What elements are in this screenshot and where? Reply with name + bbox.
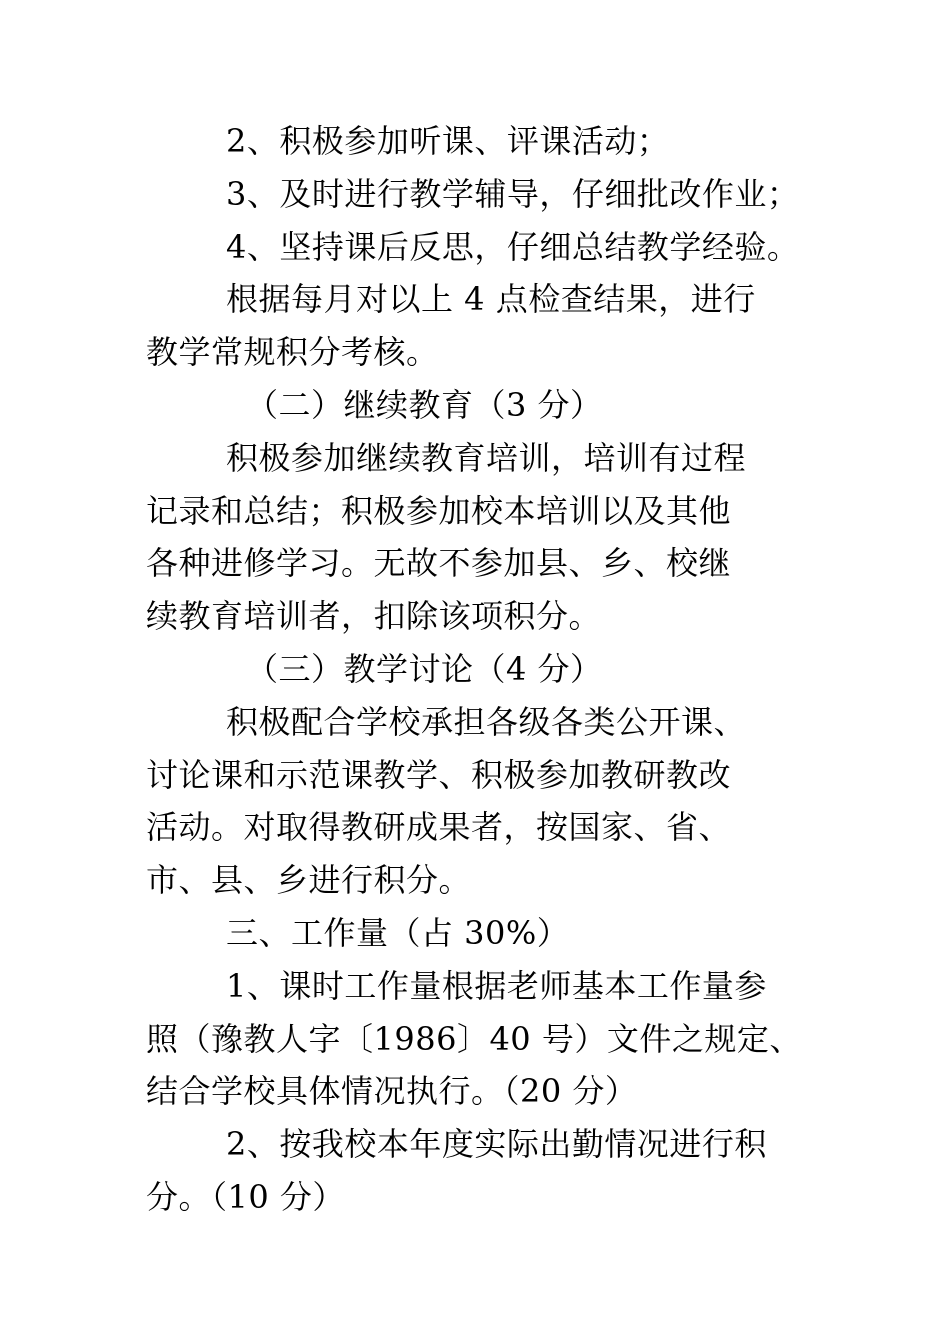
paragraph-line: 积极参加继续教育培训，培训有过程 bbox=[226, 438, 747, 477]
document-body bbox=[146, 115, 836, 1224]
paragraph-line: 讨论课和示范课教学、积极参加教研教改 bbox=[146, 755, 732, 794]
section-heading-continuing-education: （二）继续教育（3 分） bbox=[246, 385, 603, 424]
paragraph-line: 续教育培训者，扣除该项积分。 bbox=[146, 597, 602, 636]
paragraph-line: 记录和总结；积极参加校本培训以及其他 bbox=[146, 491, 732, 530]
list-item-3: 3、及时进行教学辅导，仔细批改作业； bbox=[226, 174, 800, 213]
paragraph-line: 照（豫教人字〔1986〕40 号）文件之规定、 bbox=[146, 1019, 802, 1058]
section-heading-workload: 三、工作量（占 30%） bbox=[226, 913, 570, 952]
section-heading-teaching-discussion: （三）教学讨论（4 分） bbox=[246, 649, 603, 688]
list-item-2: 2、积极参加听课、评课活动； bbox=[226, 122, 670, 160]
list-item-4: 4、坚持课后反思，仔细总结教学经验。 bbox=[226, 227, 800, 266]
paragraph-line: 结合学校具体情况执行。（20 分） bbox=[146, 1072, 638, 1111]
paragraph-line: 2、按我校本年度实际出勤情况进行积 bbox=[226, 1125, 767, 1164]
paragraph-line: 各种进修学习。无故不参加县、乡、校继 bbox=[146, 544, 732, 583]
paragraph-line: 1、课时工作量根据老师基本工作量参 bbox=[226, 966, 767, 1005]
paragraph-line: 积极配合学校承担各级各类公开课、 bbox=[226, 702, 747, 741]
paragraph-line: 分。（10 分） bbox=[146, 1177, 345, 1216]
paragraph-line: 根据每月对以上 4 点检查结果，进行 bbox=[226, 280, 756, 319]
paragraph-line: 活动。对取得教研成果者，按国家、省、 bbox=[146, 808, 732, 847]
paragraph-line: 教学常规积分考核。 bbox=[146, 333, 439, 372]
paragraph-line: 市、县、乡进行积分。 bbox=[146, 861, 472, 900]
